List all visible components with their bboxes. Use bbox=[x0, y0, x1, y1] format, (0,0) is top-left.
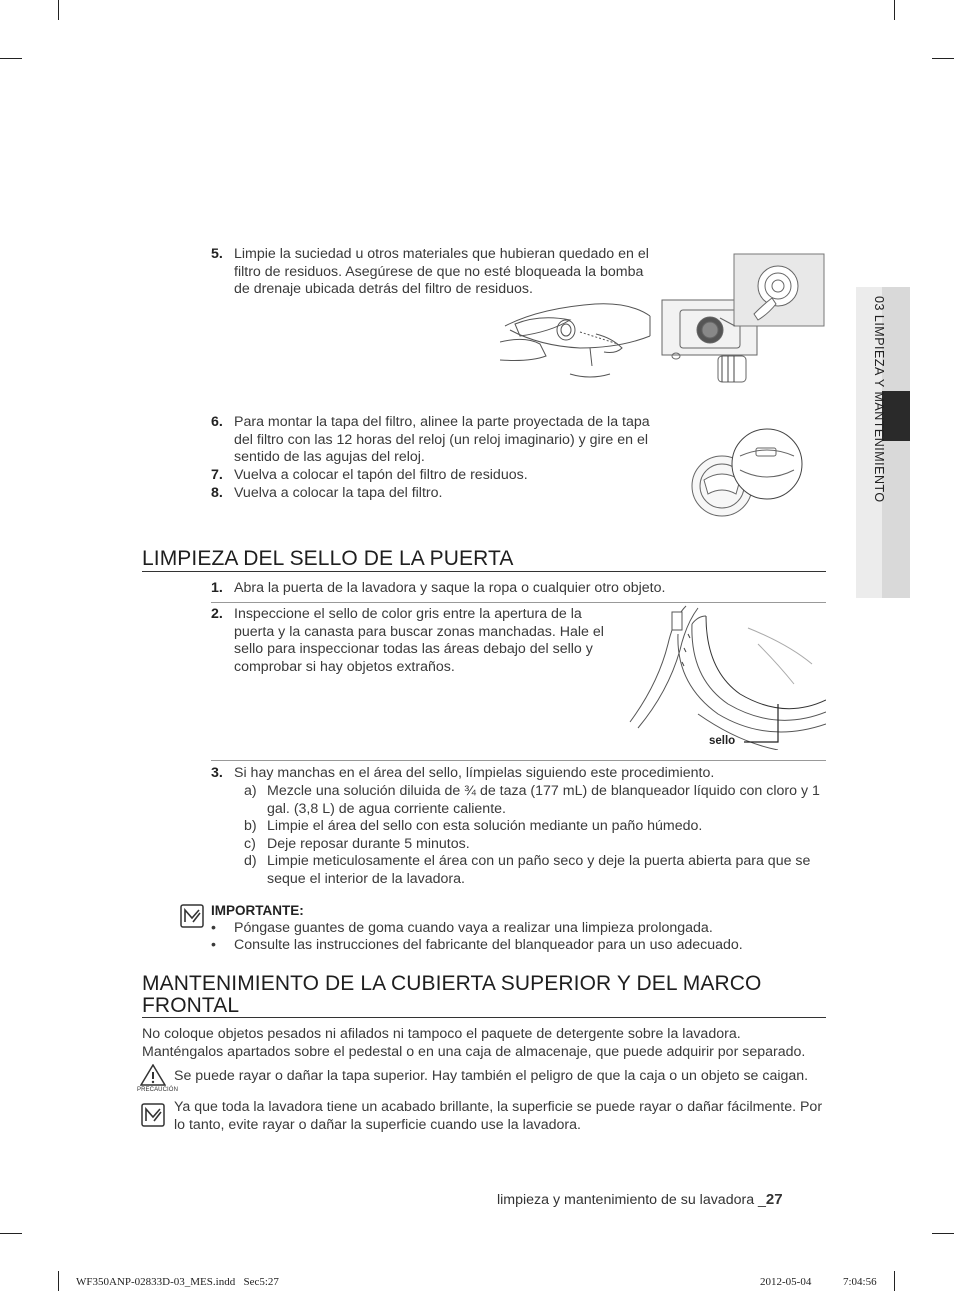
crop-mark bbox=[894, 1271, 895, 1291]
drain-pump-illustration bbox=[660, 252, 826, 386]
door-seal-illustration bbox=[628, 604, 826, 750]
page-number: 27 bbox=[765, 1191, 783, 1208]
important-title: IMPORTANTE: bbox=[211, 903, 304, 918]
chapter-tab-label: 03 LIMPIEZA Y MANTENIMIENTO bbox=[872, 296, 886, 503]
section-rule bbox=[142, 571, 826, 572]
filter-cap-illustration bbox=[690, 424, 806, 524]
crop-mark bbox=[58, 1271, 59, 1291]
print-slug-file: WF350ANP-02833D-03_MES.indd Sec5:27 bbox=[76, 1276, 279, 1288]
top-cover-intro: No coloque objetos pesados ni afilados ni tampoco el paquete de detergente sobre la lavadora. Manténgalos apartados sobre el pedestal o en una caja de almacenaje, que puede adquirir por separado. bbox=[142, 1026, 806, 1060]
step-divider bbox=[211, 602, 826, 603]
section-title-door-seal: LIMPIEZA DEL SELLO DE LA PUERTA bbox=[142, 547, 514, 570]
note-text: Ya que toda la lavadora tiene un acabado brillante, la superficie se puede rayar o dañar fácilmente. Por lo tanto, evite rayar o dañar la superficie cuando use la lavadora. bbox=[174, 1099, 823, 1133]
warning-triangle-icon bbox=[140, 1064, 166, 1086]
note-icon bbox=[141, 1103, 165, 1127]
step-divider bbox=[211, 760, 826, 761]
crop-mark bbox=[894, 0, 895, 20]
note-icon bbox=[180, 904, 204, 928]
caution-label: PRECAUCIÓN bbox=[137, 1087, 179, 1093]
page-footer: limpieza y mantenimiento de su lavadora _27 bbox=[497, 1191, 783, 1208]
filter-cleaning-illustration bbox=[500, 296, 655, 386]
section-title-top-cover: MANTENIMIENTO DE LA CUBIERTA SUPERIOR Y DEL MARCO FRONTAL bbox=[142, 972, 762, 1017]
caution-text: Se puede rayar o dañar la tapa superior. Hay también el peligro de que la caja o un objeto se caigan. bbox=[174, 1068, 809, 1084]
section-rule bbox=[142, 1017, 826, 1018]
crop-mark bbox=[58, 0, 59, 20]
crop-mark bbox=[0, 58, 22, 59]
seal-label: sello bbox=[709, 735, 736, 747]
print-slug-time: 7:04:56 bbox=[843, 1276, 877, 1288]
crop-mark bbox=[932, 58, 954, 59]
crop-mark bbox=[932, 1233, 954, 1234]
crop-mark bbox=[0, 1233, 22, 1234]
print-slug-date: 2012-05-04 bbox=[760, 1276, 812, 1288]
